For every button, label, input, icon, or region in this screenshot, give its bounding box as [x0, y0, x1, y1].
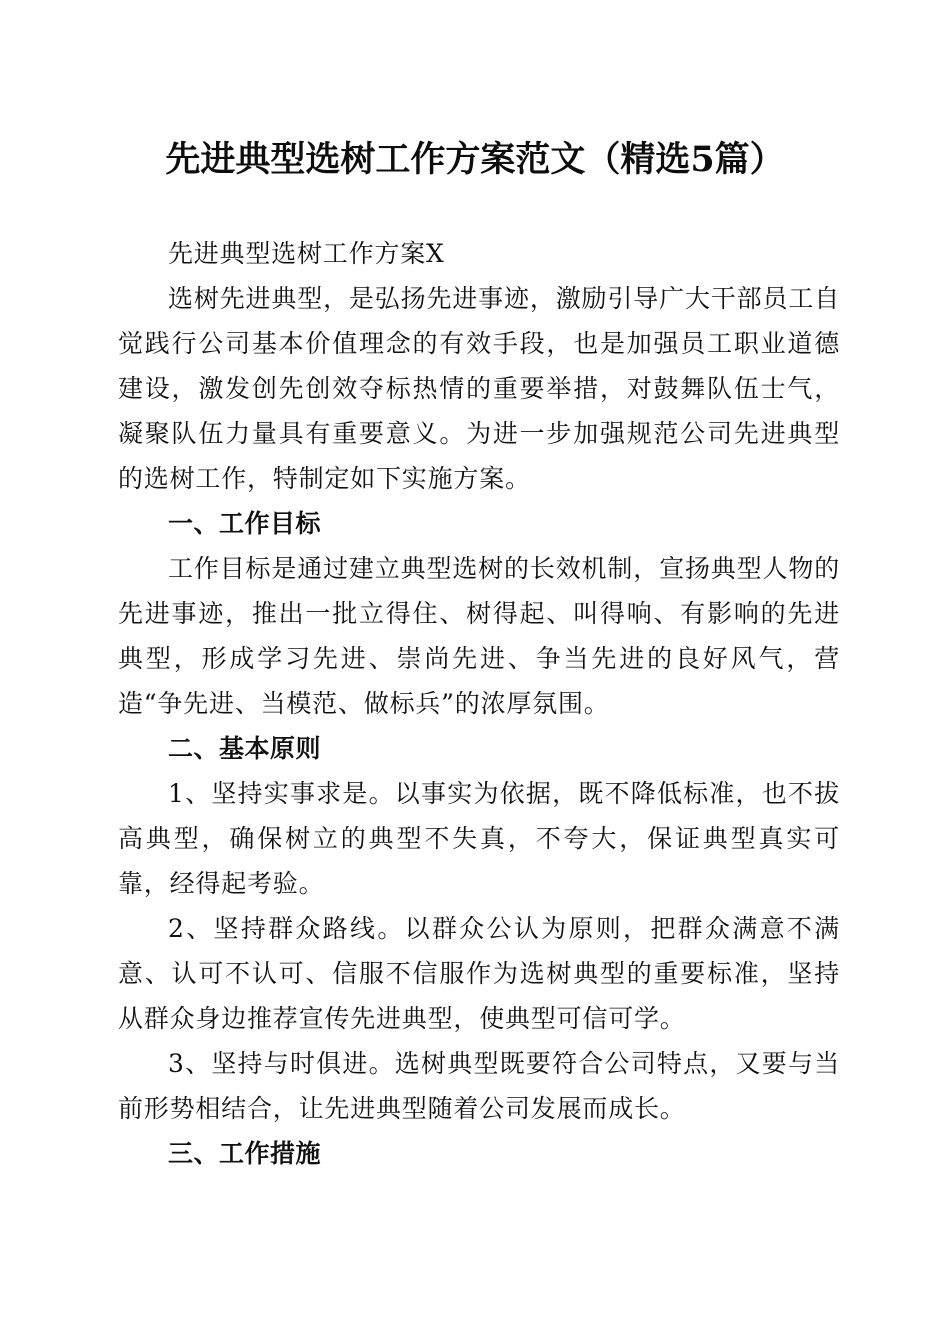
- paragraph-principle-2: 2、坚持群众路线。以群众公认为原则，把群众满意不满意、认可不认可、信服不信服作为选树典型的重要标准，坚持从群众身边推荐宣传先进典型，使典型可信可学。: [118, 914, 840, 1033]
- section-heading-goals: 一、工作目标: [168, 509, 322, 538]
- paragraph-intro: 选树先进典型，是弘扬先进事迹，激励引导广大干部员工自觉践行公司基本价值理念的有效手段，也是加强员工职业道德建设，激发创先创效夺标热情的重要举措，对鼓舞队伍士气，凝聚队伍力量具有重要意义。为进一步加强规范公司先进典型的选树工作，特制定如下实施方案。: [118, 284, 840, 493]
- paragraph-principle-3: 3、坚持与时俱进。选树典型既要符合公司特点，又要与当前形势相结合，让先进典型随着公司发展而成长。: [118, 1049, 840, 1123]
- document-title: 先进典型选树工作方案范文（精选5篇）: [165, 139, 785, 180]
- section-heading-principles: 二、基本原则: [168, 734, 322, 763]
- document-body: [118, 231, 840, 1176]
- paragraph-subtitle: 先进典型选树工作方案X: [168, 239, 445, 268]
- paragraph-goals: 工作目标是通过建立典型选树的长效机制，宣扬典型人物的先进事迹，推出一批立得住、树得起、叫得响、有影响的先进典型，形成学习先进、崇尚先进、争当先进的良好风气，营造“争先进、当模范、做标兵”的浓厚氛围。: [118, 554, 840, 718]
- section-heading-measures: 三、工作措施: [168, 1139, 322, 1168]
- paragraph-principle-1: 1、坚持实事求是。以事实为依据，既不降低标准，也不拔高典型，确保树立的典型不失真，不夸大，保证典型真实可靠，经得起考验。: [118, 779, 840, 898]
